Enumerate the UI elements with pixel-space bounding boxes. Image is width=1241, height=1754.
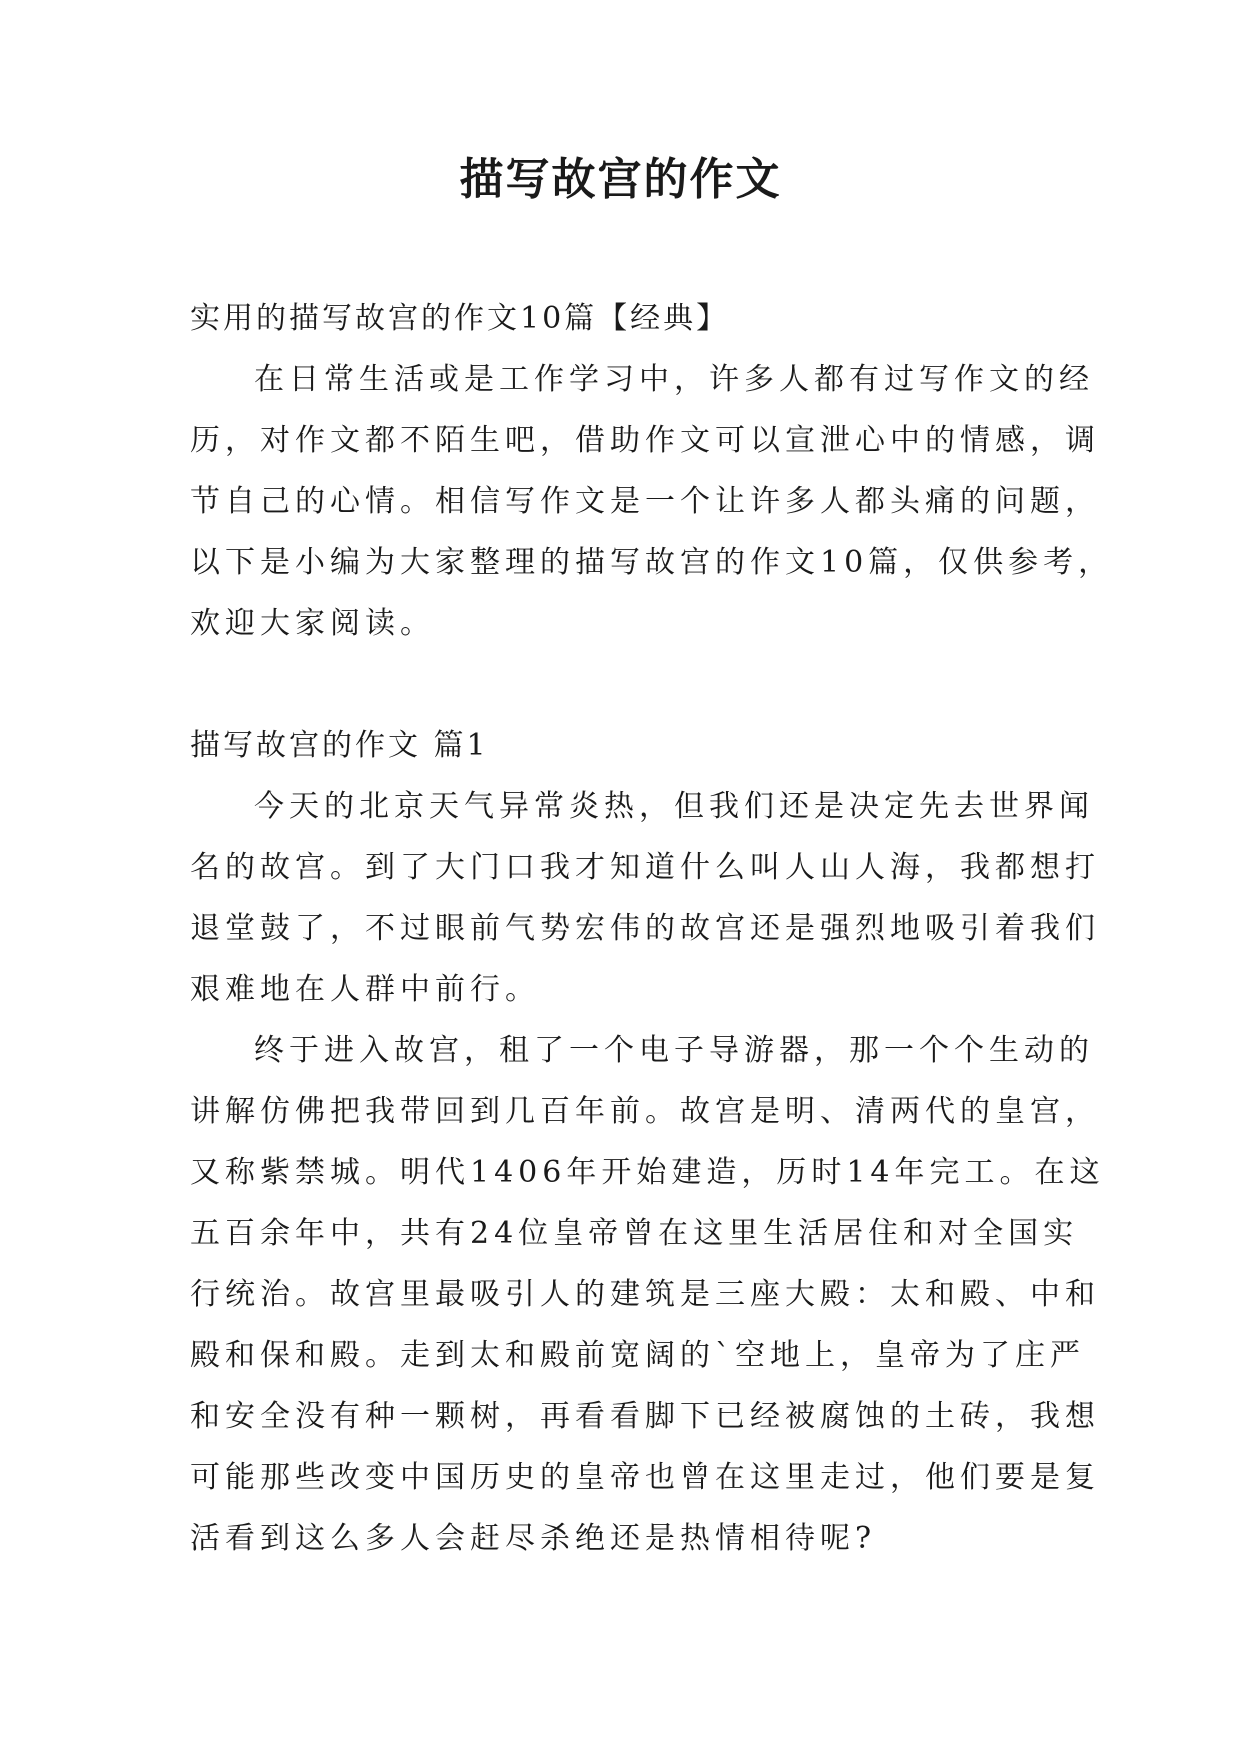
text-line: 历，对作文都不陌生吧，借助作文可以宣泄心中的情感，调	[190, 423, 1100, 458]
text-line: 又称紫禁城。明代1406年开始建造，历时14年完工。在这	[190, 1155, 1105, 1190]
paragraph-2	[190, 1020, 1105, 1569]
text-line: 行统治。故宫里最吸引人的建筑是三座大殿：太和殿、中和	[190, 1277, 1100, 1312]
text-line: 五百余年中，共有24位皇帝曾在这里生活居住和对全国实	[190, 1216, 1079, 1251]
text-line: 艰难地在人群中前行。	[190, 972, 540, 1007]
text-line: 在日常生活或是工作学习中，许多人都有过写作文的经	[254, 362, 1094, 397]
text-line: 活看到这么多人会赶尽杀绝还是热情相待呢?	[190, 1521, 877, 1556]
section-heading: 描写故宫的作文 篇1	[190, 728, 489, 763]
text-line: 名的故宫。到了大门口我才知道什么叫人山人海，我都想打	[190, 850, 1100, 885]
text-line: 退堂鼓了，不过眼前气势宏伟的故宫还是强烈地吸引着我们	[190, 911, 1100, 946]
text-line: 节自己的心情。相信写作文是一个让许多人都头痛的问题，	[190, 484, 1100, 519]
document-body	[190, 288, 1114, 1569]
text-line: 以下是小编为大家整理的描写故宫的作文10篇，仅供参考，	[190, 545, 1114, 580]
text-line: 欢迎大家阅读。	[190, 606, 435, 641]
text-line: 可能那些改变中国历史的皇帝也曾在这里走过，他们要是复	[190, 1460, 1100, 1495]
text-line: 讲解仿佛把我带回到几百年前。故宫是明、清两代的皇宫，	[190, 1094, 1100, 1129]
text-line: 今天的北京天气异常炎热，但我们还是决定先去世界闻	[254, 789, 1094, 824]
text-line: 和安全没有种一颗树，再看看脚下已经被腐蚀的土砖，我想	[190, 1399, 1100, 1434]
document-subtitle: 实用的描写故宫的作文10篇【经典】	[190, 301, 730, 336]
text-line: 殿和保和殿。走到太和殿前宽阔的`空地上，皇帝为了庄严	[190, 1338, 1085, 1373]
intro-paragraph	[190, 349, 1114, 654]
text-line: 终于进入故宫，租了一个电子导游器，那一个个生动的	[254, 1033, 1094, 1068]
paragraph-gap	[190, 654, 1056, 715]
document-title: 描写故宫的作文	[459, 154, 782, 205]
paragraph-1	[190, 776, 1100, 1020]
